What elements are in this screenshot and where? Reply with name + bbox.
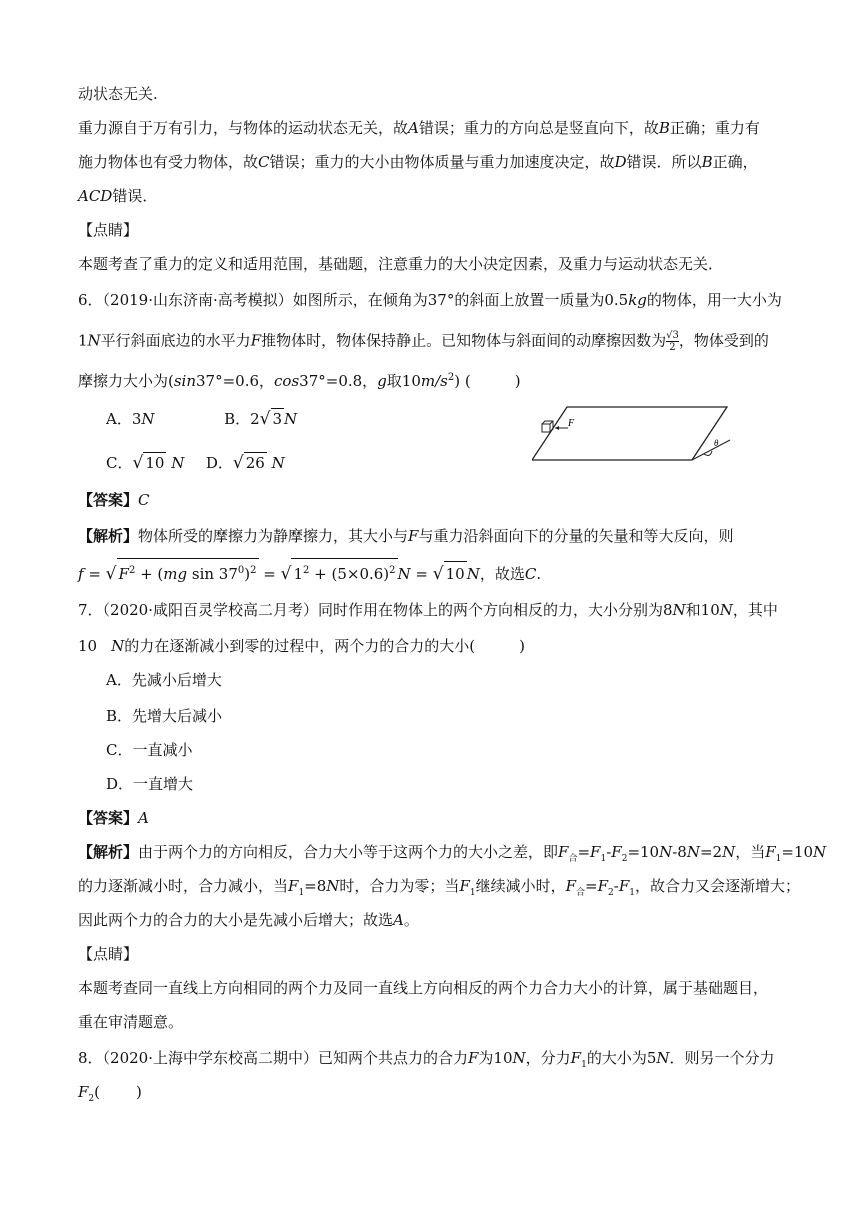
incline-figure [532,402,732,464]
dianjing-label: 【点睛】 [78,221,139,239]
block-icon [542,421,553,432]
question-8-stem: 8．（2020·上海中学东校高二期中）已知两个共点力的合力F为10N，分力$F_1$的大小为5N．则另一个分力 [78,1049,775,1070]
formula-6: f = √ $F^2 + (mg$ $\sin 37^0)^2$ = √ $1^2 + (5\times 0.6)^2$ N = √ 10 N，故选C. [78,558,541,586]
question-6-options-cd [106,452,285,473]
force-label: F [568,418,575,429]
question-6-stem: 摩擦力大小为(sin37°=0.6，cos37°=0.8，g取$10m/s^2$) ( ) [78,372,521,390]
answer-7: 【答案】A [78,809,149,827]
option-a: A．3N [106,410,155,428]
text-line: 重力源自于万有引力，与物体的运动状态无关，故A错误；重力的方向总是竖直向下，故B正确；重力有 [78,119,760,137]
text-line: 本题考查了重力的定义和适用范围，基础题，注意重力的大小决定因素，及重力与运动状态无关． [78,255,724,273]
analysis-7: 因此两个力的合力的大小是先减小后增大；故选A。 [78,911,419,929]
question-6-stem: 1N平行斜面底边的水平力F推物体时，物体保持静止。已知物体与斜面间的动摩擦因数为 $\frac{√3}{2}$ ，物体受到的 [78,330,769,353]
option-d: D．√ 26 N [205,453,285,473]
question-6-options-ab [106,408,297,429]
analysis-6: 【解析】物体所受的摩擦力为静摩擦力，其大小与F与重力沿斜面向下的分量的矢量和等大反向，则 [78,527,734,545]
option-c: C．√ 10 N [106,453,185,473]
arrow-head [555,426,559,430]
option-b: B．先增大后减小 [106,707,223,725]
text-line: 动状态无关. [78,85,158,103]
option-b: B．2√ 3 N [224,409,298,429]
text-line: 施力物体也有受力物体，故C错误；重力的大小由物体质量与重力加速度决定，故D错误．所以B正确， [78,153,758,171]
incline-plane [532,407,727,460]
option-d: D．一直增大 [106,775,194,793]
question-7-stem: 10 N的力在逐渐减小到零的过程中，两个力的合力的大小( ) [78,637,525,655]
option-a: A．先减小后增大 [106,671,222,689]
analysis-7: 的力逐渐减小时，合力减小，当$F_1=8N$时，合力为零；当$F_1$继续减小时，$F_合=F_2-F_1$，故合力又会逐渐增大； [78,877,801,898]
dianjing-label: 【点睛】 [78,945,139,963]
text-line: ACD错误． [78,187,158,205]
answer-6: 【答案】C [78,491,150,509]
option-c: C．一直减小 [106,741,193,759]
text-line: 本题考查同一直线上方向相同的两个力及同一直线上方向相反的两个力合力大小的计算，属于基础题目， [78,979,769,997]
incline-base-line [692,440,730,460]
question-6-stem: 6．（2019·山东济南·高考模拟）如图所示，在倾角为37°的斜面上放置一质量为0.5kg的物体，用一大小为 [78,291,782,309]
text-line: 重在审清题意。 [78,1013,184,1031]
analysis-7: 【解析】由于两个力的方向相反，合力大小等于这两个力的大小之差，即$F_合=F_1-F_2=10N-8N=2N$，当$F_1=10N$ [78,843,827,864]
question-7-stem: 7．（2020·咸阳百灵学校高二月考）同时作用在物体上的两个方向相反的力，大小分别为8N和10N，其中 [78,601,778,619]
mu-fraction: $\frac{√3}{2}$ [666,330,679,353]
question-8-stem: $F_2$( ) [78,1083,142,1104]
theta-label: θ [714,438,719,448]
